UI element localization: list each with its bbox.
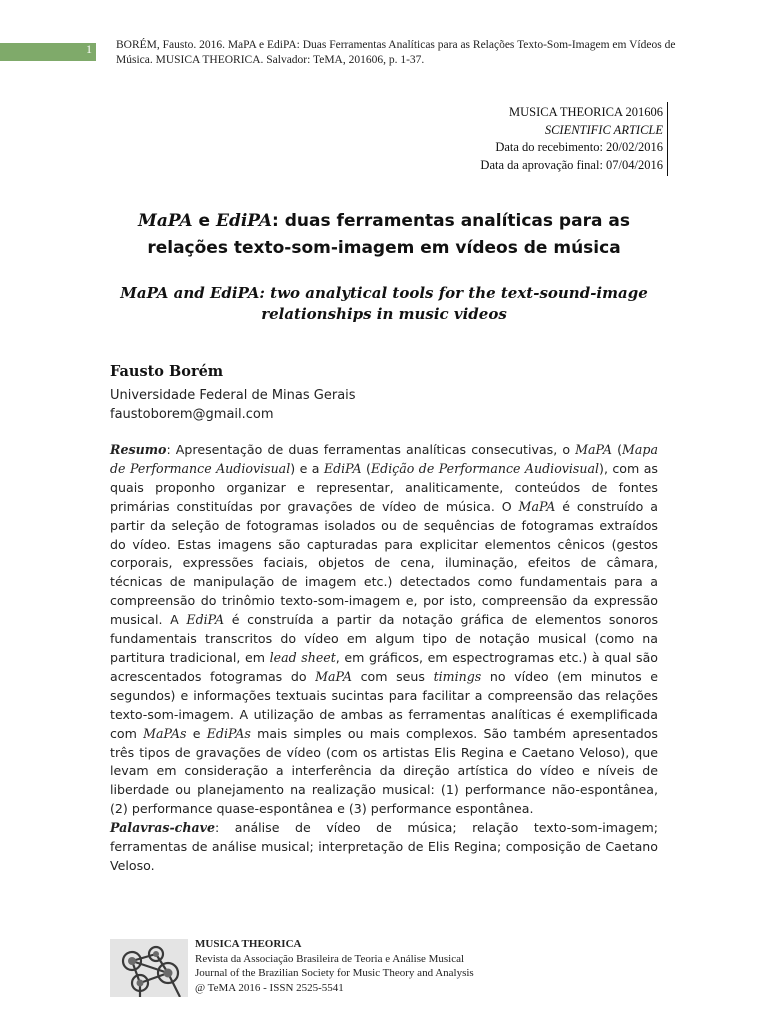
abstract-text: ( bbox=[361, 460, 371, 476]
abstract-term: lead sheet bbox=[269, 649, 336, 665]
abstract-text: , em gráficos, em espectrogramas etc.) à qual são acrescentados fotogramas do bbox=[110, 649, 658, 684]
abstract-term: EdiPA bbox=[186, 612, 225, 628]
abstract-text: no vídeo (em minutos e segundos) e informações textuais sucintas para facilitar a compreensão das relações texto-som-imagem. A utilização de ambas as ferramentas analíticas é exemplificada com bbox=[110, 668, 658, 741]
title-mapa: MaPA bbox=[138, 211, 193, 231]
abstract-text: ( bbox=[611, 442, 623, 457]
keywords-paragraph bbox=[110, 819, 658, 876]
title-e: e bbox=[192, 211, 216, 231]
footer-journal-name: MUSICA THEORICA bbox=[195, 938, 302, 950]
abstract-text: é construído a partir da seleção de fotogramas isolados ou de sequências de fotogramas extraídos do vídeo. Estas imagens são capturadas para explicitar elementos cênicos (gestos corporais, expressões faciais, objetos de cena, iluminação, efeitos de câmara, técnicas de manipulação de imagem etc.) detectados como fundamentais para a compreensão do trinômio texto-som-imagem e, por isto, compreensão da expressão musical. A bbox=[110, 498, 658, 628]
abstract-text: mais simples ou mais complexos. São também apresentados três tipos de gravações de vídeo (com os artistas Elis Regina e Caetano Veloso), que levam em consideração a interferência da direção artística do vídeo e níveis de liberdade ou planejamento na realização musical: (1) performance não-espontânea, (2) performance quase-espontânea e (3) performance espontânea. bbox=[110, 725, 658, 817]
journal-issue: MUSICA THEORICA 201606 bbox=[509, 105, 663, 119]
footer-line: Revista da Associação Brasileira de Teoria e Análise Musical bbox=[195, 952, 465, 965]
abstract-term: MaPA bbox=[575, 442, 612, 457]
title-english: MaPA and EdiPA: two analytical tools for the text-sound-image relationships in music videos bbox=[120, 284, 648, 323]
abstract-text: : Apresentação de duas ferramentas analíticas consecutivas, o bbox=[166, 442, 576, 457]
author-name: Fausto Borém bbox=[110, 363, 224, 380]
approved-date: Data da aprovação final: 07/04/2016 bbox=[480, 157, 663, 172]
abstract-label: Resumo bbox=[110, 442, 167, 457]
journal-footer bbox=[195, 937, 474, 995]
footer-line: @ TeMA 2016 - ISSN 2525-5541 bbox=[195, 981, 344, 994]
meta-divider bbox=[667, 102, 668, 176]
title-rest: : duas ferramentas analíticas para as bbox=[272, 211, 630, 231]
title-line2: relações texto-som-imagem em vídeos de música bbox=[147, 238, 621, 258]
received-date: Data do recebimento: 20/02/2016 bbox=[495, 140, 663, 154]
abstract bbox=[110, 441, 658, 876]
abstract-text: ), com as quais proponho organizar e representar, analiticamente, conteúdos de fontes primárias constituídas por gravações de vídeo de música. O bbox=[110, 460, 658, 514]
footer-line: Journal of the Brazilian Society for Music Theory and Analysis bbox=[195, 967, 474, 979]
abstract-text: é construída a partir da notação gráfica de elementos sonoros fundamentais transcritos do vídeo em algum tipo de notação musical (como na partitura tradicional, em bbox=[110, 612, 659, 665]
abstract-text: com seus bbox=[351, 668, 434, 684]
abstract-term: Mapa de Performance Audiovisual bbox=[110, 442, 658, 476]
abstract-term: Edição de Performance Audiovisual bbox=[370, 460, 600, 476]
title-edipa: EdiPA bbox=[216, 211, 273, 231]
title-portuguese bbox=[110, 208, 658, 262]
sculpture-photo-icon bbox=[110, 939, 188, 997]
keywords-text: : análise de vídeo de música; relação texto-som-imagem; ferramentas de análise musical; interpretação de Elis Regina; composição de Caetano Veloso. bbox=[110, 820, 658, 873]
abstract-term: MaPA bbox=[518, 498, 556, 514]
abstract-paragraph bbox=[110, 441, 658, 819]
journal-logo-image bbox=[110, 939, 188, 997]
keywords-label: Palavras-chave bbox=[110, 820, 215, 836]
abstract-term: MaPAs bbox=[143, 725, 187, 741]
article-meta bbox=[480, 104, 663, 174]
abstract-term: EdiPAs bbox=[206, 725, 251, 741]
author-affiliation bbox=[110, 386, 356, 424]
abstract-term: EdiPA bbox=[323, 460, 362, 476]
abstract-term: MaPA bbox=[315, 668, 352, 684]
page-number: 1 bbox=[86, 42, 92, 56]
author-email[interactable]: faustoborem@gmail.com bbox=[110, 407, 274, 422]
abstract-term: timings bbox=[433, 668, 482, 684]
abstract-text: ) e a bbox=[290, 460, 324, 476]
abstract-text: e bbox=[186, 725, 207, 741]
citation-header: BORÉM, Fausto. 2016. MaPA e EdiPA: Duas Ferramentas Analíticas para as Relações Texto-Som-Imagem em Vídeos de Música. MUSICA THEORICA. Salvador: TeMA, 201606, p. 1-37. bbox=[116, 39, 676, 66]
article-type: SCIENTIFIC ARTICLE bbox=[544, 122, 663, 137]
institution: Universidade Federal de Minas Gerais bbox=[110, 388, 356, 403]
